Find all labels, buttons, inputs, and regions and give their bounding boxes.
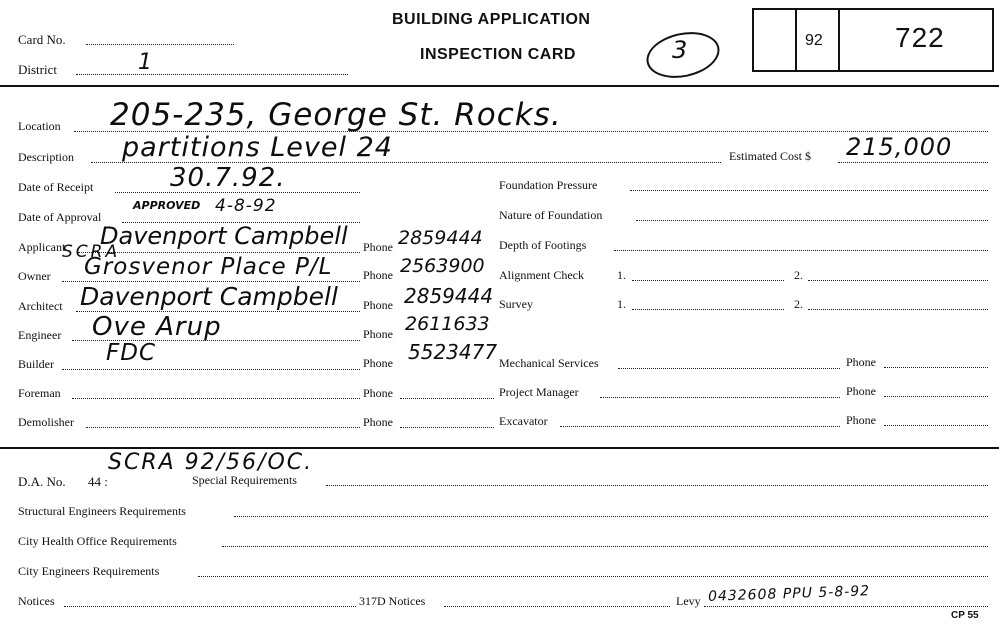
foundation-pressure-label: Foundation Pressure bbox=[499, 178, 598, 192]
card-no-line bbox=[86, 44, 234, 45]
engineer-phone-value: 2611633 bbox=[405, 313, 490, 335]
project-manager-phone-line bbox=[884, 396, 988, 397]
engineers-requirements-line bbox=[198, 576, 988, 577]
description-value: partitions Level 24 bbox=[122, 132, 393, 163]
da-no-label: D.A. No. bbox=[18, 474, 66, 489]
survey-line-2 bbox=[808, 309, 988, 310]
structural-requirements-label: Structural Engineers Requirements bbox=[18, 504, 186, 518]
owner-value: Grosvenor Place P/L bbox=[84, 254, 333, 280]
excavator-phone-label: Phone bbox=[846, 413, 876, 427]
card-number-divider bbox=[838, 10, 840, 70]
foreman-phone-label: Phone bbox=[363, 386, 393, 400]
district-label: District bbox=[18, 62, 57, 77]
builder-label: Builder bbox=[18, 357, 54, 371]
mechanical-line bbox=[618, 368, 840, 369]
date-approval-value: 4-8-92 bbox=[215, 196, 277, 216]
card-number-box bbox=[752, 8, 994, 72]
owner-note: SCRA bbox=[62, 242, 121, 262]
owner-phone-label: Phone bbox=[363, 268, 393, 282]
foreman-phone-line bbox=[400, 398, 494, 399]
estimated-cost-value: 215,000 bbox=[846, 133, 953, 161]
approved-stamp: APPROVED bbox=[133, 199, 201, 212]
mechanical-label: Mechanical Services bbox=[499, 356, 599, 370]
builder-value: FDC bbox=[106, 340, 156, 366]
alignment-check-line-2 bbox=[808, 280, 988, 281]
engineer-phone-label: Phone bbox=[363, 327, 393, 341]
da-no-prefix: 44 : bbox=[88, 474, 108, 489]
owner-phone-value: 2563900 bbox=[400, 255, 485, 277]
notices-line bbox=[64, 606, 356, 607]
engineer-label: Engineer bbox=[18, 328, 62, 342]
applicant-phone-label: Phone bbox=[363, 240, 393, 254]
special-requirements-label: Special Requirements bbox=[192, 473, 297, 487]
notices-317d-line bbox=[444, 606, 670, 607]
foundation-pressure-line bbox=[630, 190, 988, 191]
demolisher-phone-label: Phone bbox=[363, 415, 393, 429]
survey-label: Survey bbox=[499, 297, 533, 311]
applicant-phone-value: 2859444 bbox=[398, 227, 483, 249]
description-label: Description bbox=[18, 150, 74, 164]
architect-phone-value: 2859444 bbox=[404, 284, 494, 308]
demolisher-line bbox=[86, 427, 360, 428]
foreman-line bbox=[72, 398, 360, 399]
structural-requirements-line bbox=[234, 516, 988, 517]
depth-footings-label: Depth of Footings bbox=[499, 238, 587, 252]
project-manager-label: Project Manager bbox=[499, 385, 579, 399]
mechanical-phone-line bbox=[884, 367, 988, 368]
nature-foundation-label: Nature of Foundation bbox=[499, 208, 603, 222]
builder-phone-value: 5523477 bbox=[408, 340, 498, 364]
health-requirements-label: City Health Office Requirements bbox=[18, 534, 177, 548]
project-manager-line bbox=[600, 397, 840, 398]
form-code: CP 55 bbox=[951, 610, 979, 621]
mechanical-phone-label: Phone bbox=[846, 355, 876, 369]
applicant-label: Applicant bbox=[18, 240, 66, 254]
estimated-cost-label: Estimated Cost $ bbox=[729, 149, 811, 163]
card-number-value: 722 bbox=[895, 22, 945, 53]
excavator-phone-line bbox=[884, 425, 988, 426]
alignment-check-line-1 bbox=[632, 280, 784, 281]
architect-phone-label: Phone bbox=[363, 298, 393, 312]
project-manager-phone-label: Phone bbox=[846, 384, 876, 398]
levy-label: Levy bbox=[676, 594, 701, 608]
estimated-cost-line bbox=[838, 162, 988, 163]
levy-value: 0432608 PPU 5-8-92 bbox=[707, 583, 871, 605]
builder-phone-label: Phone bbox=[363, 356, 393, 370]
survey-n1: 1. bbox=[617, 297, 626, 311]
depth-footings-line bbox=[614, 250, 988, 251]
form-title-line1: BUILDING APPLICATION bbox=[392, 11, 591, 28]
date-receipt-label: Date of Receipt bbox=[18, 180, 94, 194]
da-no-value: SCRA 92/56/OC. bbox=[108, 450, 314, 475]
owner-label: Owner bbox=[18, 269, 51, 283]
levy-line bbox=[704, 606, 988, 607]
applicant-line bbox=[78, 252, 360, 253]
excavator-label: Excavator bbox=[499, 414, 548, 428]
form-title-line2: INSPECTION CARD bbox=[420, 46, 576, 63]
notices-label: Notices bbox=[18, 594, 55, 608]
nature-foundation-line bbox=[636, 220, 988, 221]
excavator-line bbox=[560, 426, 840, 427]
district-value: 1 bbox=[138, 50, 153, 75]
engineers-requirements-label: City Engineers Requirements bbox=[18, 564, 160, 578]
builder-line bbox=[62, 369, 360, 370]
notices-317d-label: 317D Notices bbox=[359, 594, 426, 608]
demolisher-label: Demolisher bbox=[18, 415, 74, 429]
card-no-label: Card No. bbox=[18, 32, 66, 47]
circled-mark-value: 3 bbox=[672, 36, 689, 64]
health-requirements-line bbox=[222, 546, 988, 547]
applicant-value: Davenport Campbell bbox=[100, 222, 348, 250]
architect-value: Davenport Campbell bbox=[80, 282, 338, 311]
architect-label: Architect bbox=[18, 299, 63, 313]
location-value: 205-235, George St. Rocks. bbox=[110, 97, 562, 133]
demolisher-phone-line bbox=[400, 427, 494, 428]
year-value: 92 bbox=[805, 32, 823, 49]
alignment-check-label: Alignment Check bbox=[499, 268, 584, 282]
middle-rule bbox=[0, 447, 999, 449]
date-receipt-value: 30.7.92. bbox=[170, 163, 286, 193]
card-number-divider bbox=[795, 10, 797, 70]
date-approval-label: Date of Approval bbox=[18, 210, 102, 224]
alignment-check-n2: 2. bbox=[794, 268, 803, 282]
foreman-label: Foreman bbox=[18, 386, 61, 400]
special-requirements-line bbox=[326, 485, 988, 486]
survey-line-1 bbox=[632, 309, 784, 310]
engineer-value: Ove Arup bbox=[92, 312, 222, 342]
header-rule bbox=[0, 85, 999, 87]
alignment-check-n1: 1. bbox=[617, 268, 626, 282]
district-line bbox=[76, 74, 348, 75]
survey-n2: 2. bbox=[794, 297, 803, 311]
location-label: Location bbox=[18, 119, 61, 133]
